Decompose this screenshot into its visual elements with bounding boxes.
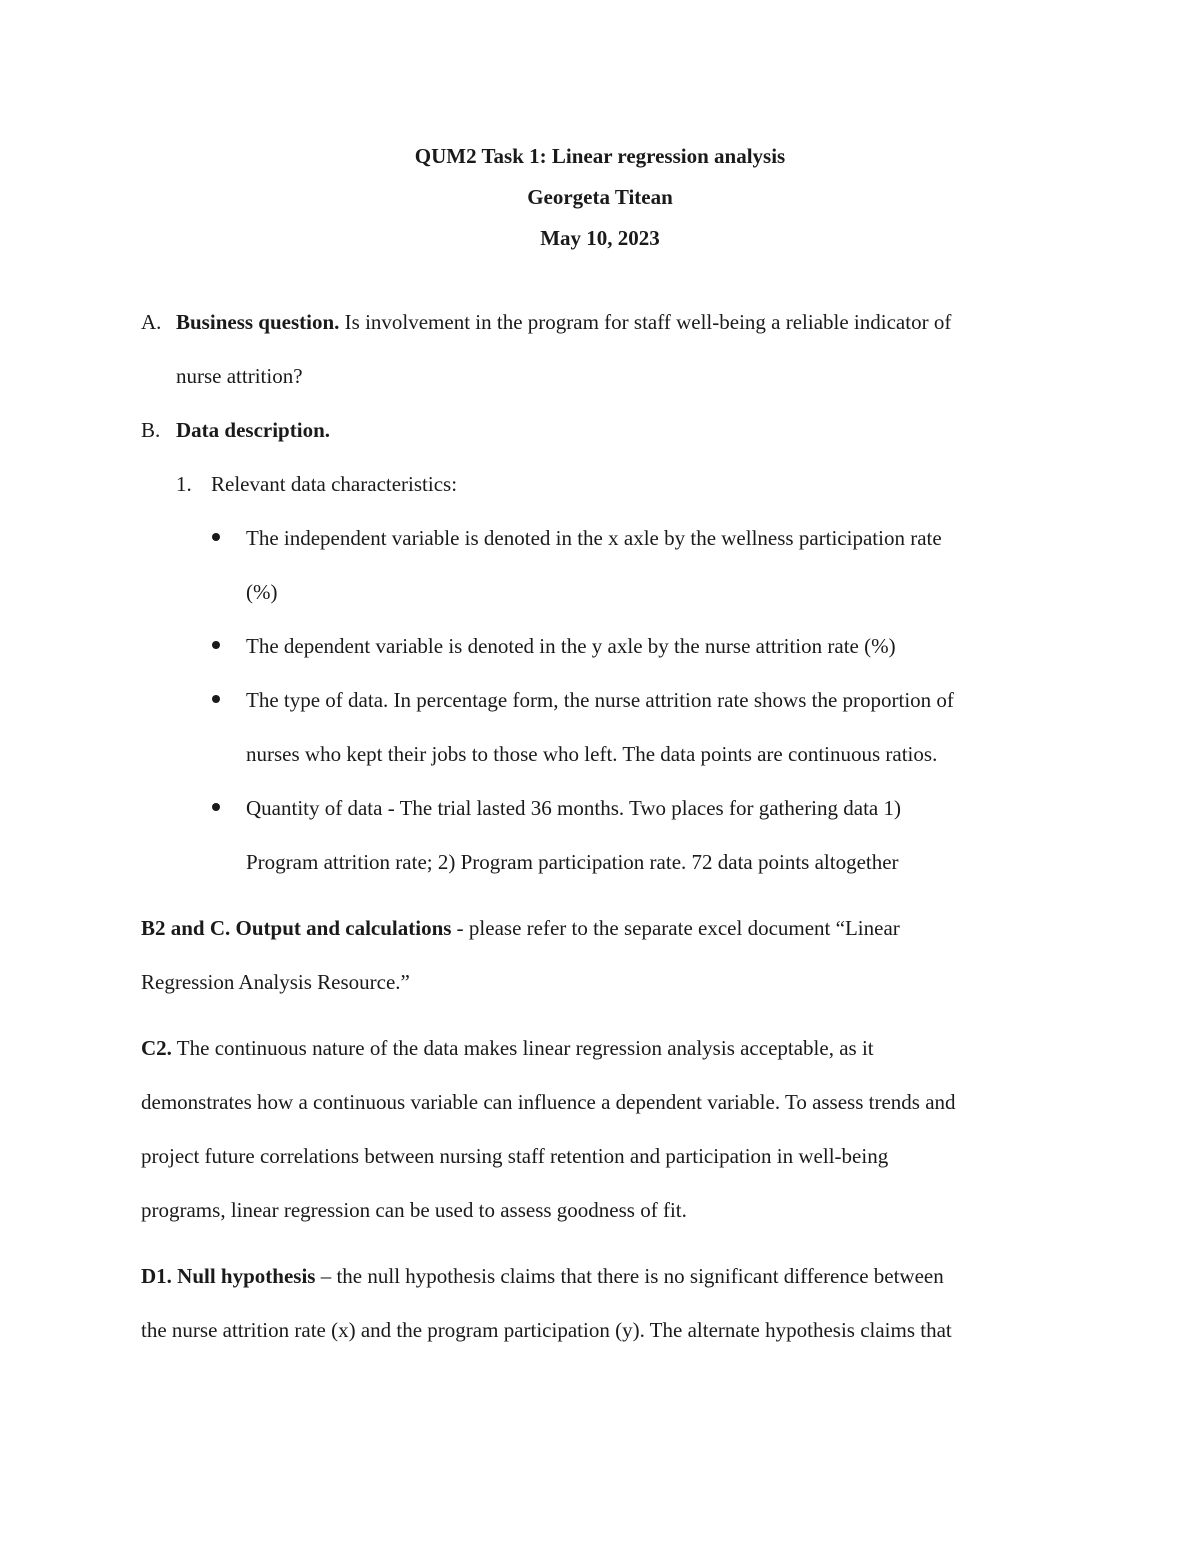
list-item-1-marker: 1.: [176, 472, 192, 496]
section-b2c-heading: B2 and C. Output and calculations: [141, 916, 452, 940]
section-d1-text: – the null hypothesis claims that there is no significant difference between: [315, 1264, 944, 1288]
section-a-text: Is involvement in the program for staff well-being a reliable indicator of: [339, 310, 952, 334]
section-a-text-line2: nurse attrition?: [176, 364, 303, 388]
section-b-marker: B.: [141, 418, 161, 442]
bullet-icon: [212, 803, 220, 811]
section-a-heading: Business question.: [176, 310, 340, 334]
list-item-1-text: Relevant data characteristics:: [211, 472, 458, 496]
section-c2-paragraph: [141, 1038, 874, 1059]
section-b2c-paragraph: [141, 918, 900, 939]
section-c2-text: The continuous nature of the data makes linear regression analysis acceptable, as it: [171, 1036, 874, 1060]
section-a-marker: A.: [141, 310, 162, 334]
section-c2-text-line2: demonstrates how a continuous variable can influence a dependent variable. To assess trends and: [141, 1090, 956, 1114]
section-d1-text-line2: the nurse attrition rate (x) and the program participation (y). The alternate hypothesis claims that: [141, 1318, 952, 1342]
section-b2c-text: - please refer to the separate excel document “Linear: [451, 916, 900, 940]
bullet-icon: [212, 641, 220, 649]
section-c2-text-line3: project future correlations between nursing staff retention and participation in well-being: [141, 1144, 889, 1168]
bullet-1-line1: The independent variable is denoted in the x axle by the wellness participation rate: [246, 526, 942, 550]
section-b2c-text-line2: Regression Analysis Resource.”: [141, 970, 410, 994]
section-c2-heading: C2.: [141, 1036, 172, 1060]
document-title: QUM2 Task 1: Linear regression analysis: [414, 144, 786, 168]
bullet-3-line1: The type of data. In percentage form, the nurse attrition rate shows the proportion of: [246, 688, 954, 712]
section-c2-text-line4: programs, linear regression can be used to assess goodness of fit.: [141, 1198, 687, 1222]
bullet-icon: [212, 533, 220, 541]
section-d1-heading: D1. Null hypothesis: [141, 1264, 316, 1288]
bullet-4-line1: Quantity of data - The trial lasted 36 months. Two places for gathering data 1): [246, 796, 901, 820]
section-b-heading: Data description.: [176, 418, 330, 442]
bullet-icon: [212, 695, 220, 703]
document-date: May 10, 2023: [540, 226, 660, 250]
bullet-3-line2: nurses who kept their jobs to those who left. The data points are continuous ratios.: [246, 742, 938, 766]
bullet-1-line2: (%): [246, 580, 278, 604]
bullet-2-line1: The dependent variable is denoted in the y axle by the nurse attrition rate (%): [246, 634, 896, 658]
document-author: Georgeta Titean: [527, 185, 673, 209]
section-d1-paragraph: [141, 1266, 944, 1287]
section-a-paragraph: [176, 312, 951, 333]
bullet-4-line2: Program attrition rate; 2) Program participation rate. 72 data points altogether: [246, 850, 899, 874]
